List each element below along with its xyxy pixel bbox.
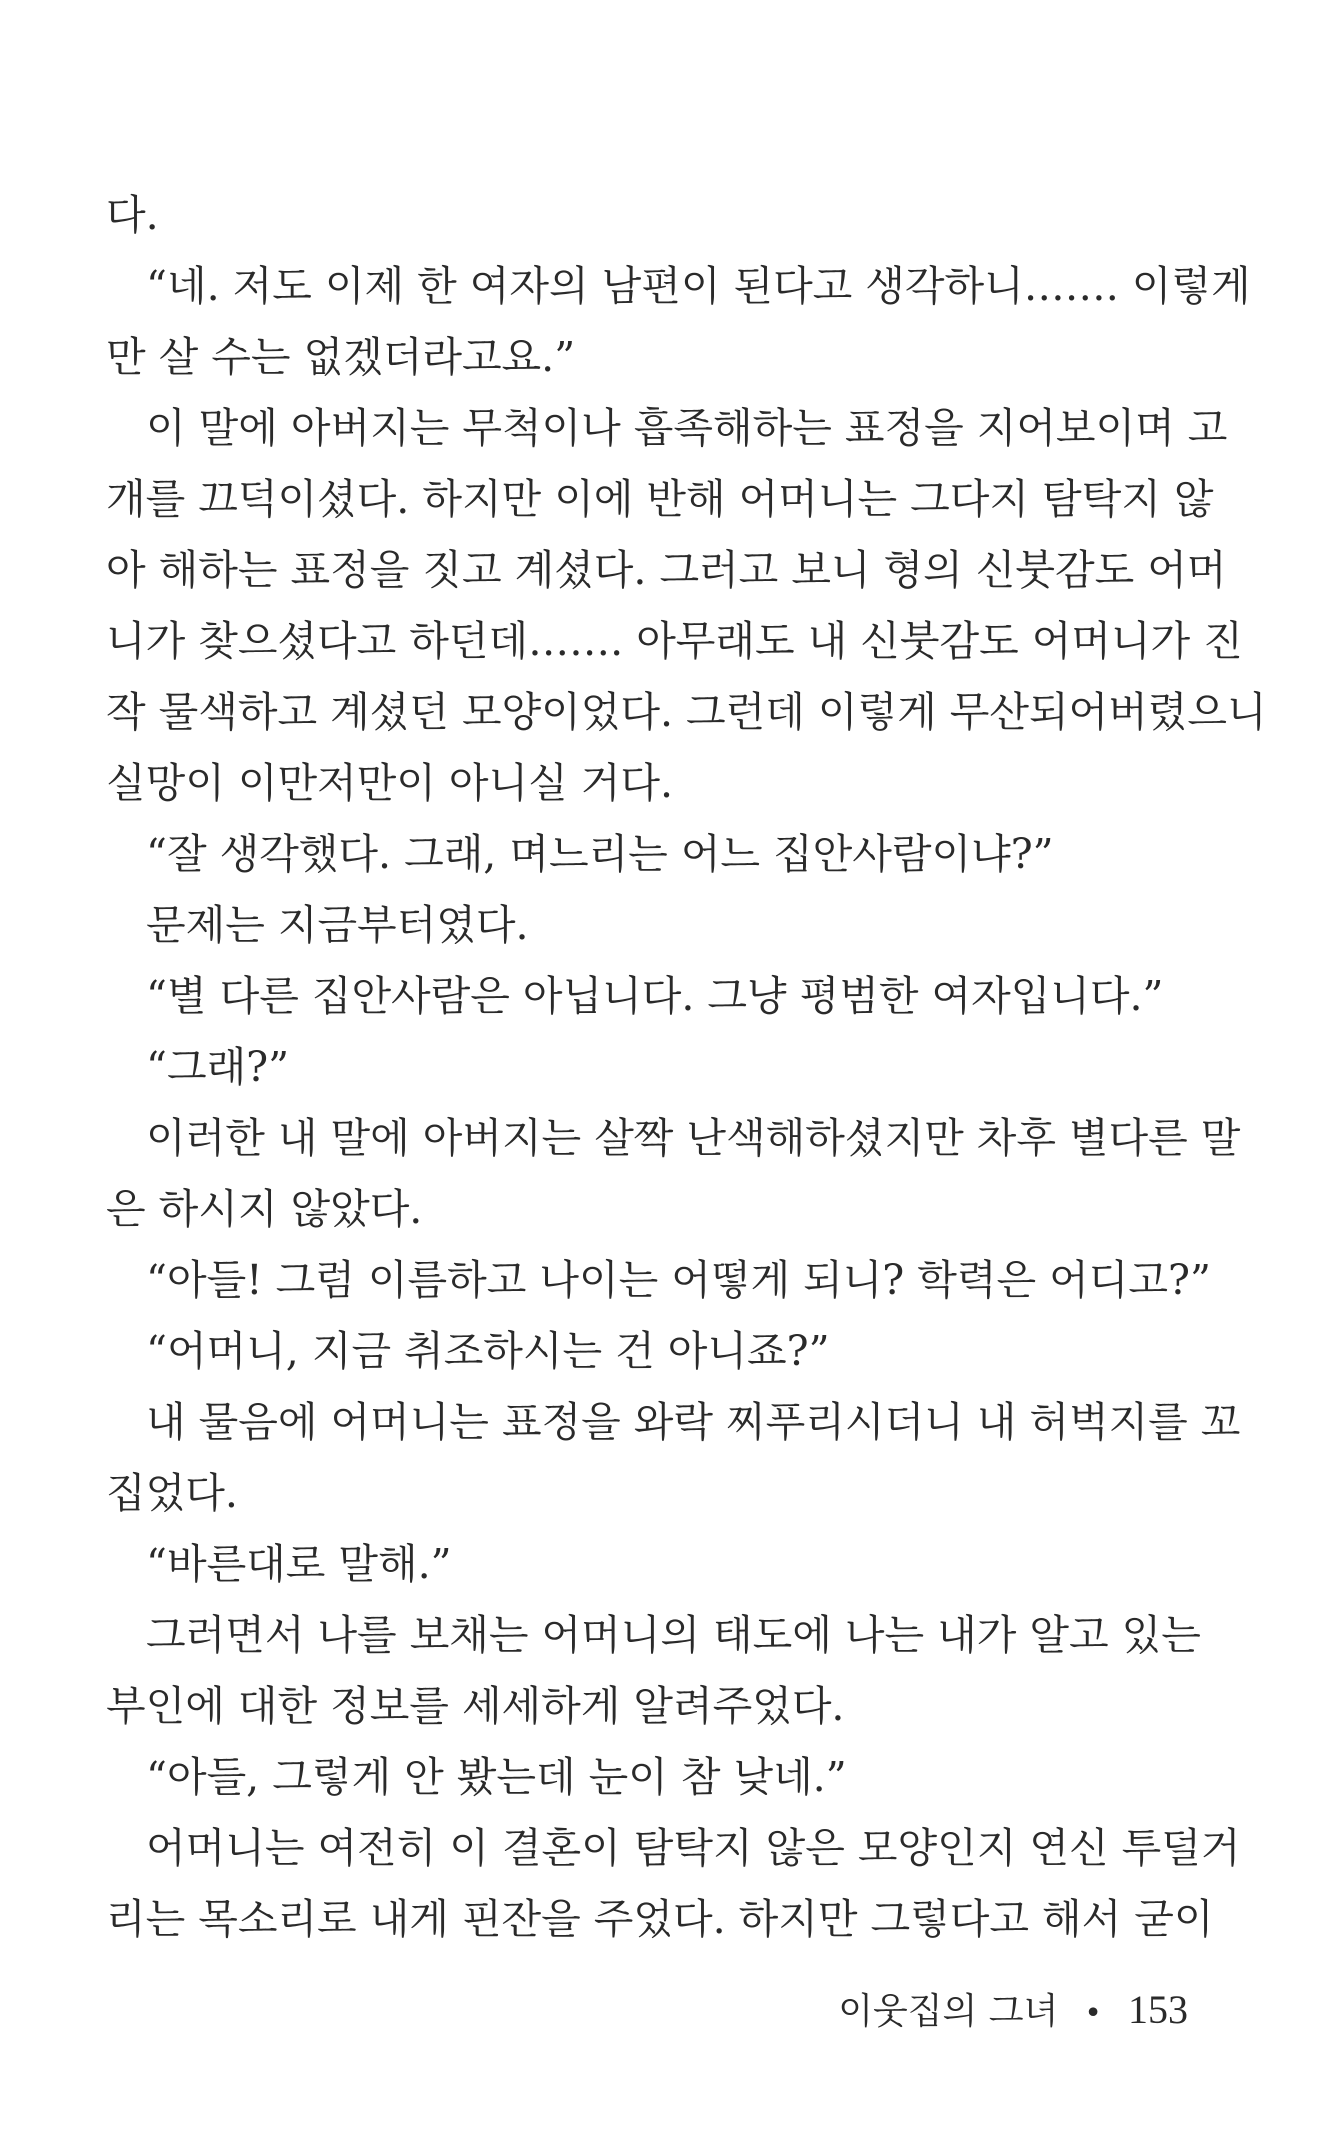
text-line: 어머니는 여전히 이 결혼이 탐탁지 않은 모양인지 연신 투덜거 <box>146 1824 1241 1872</box>
text-line: 부인에 대한 정보를 세세하게 알려주었다. <box>106 1682 845 1730</box>
text-line: 리는 목소리로 내게 핀잔을 주었다. 하지만 그렇다고 해서 굳이 <box>106 1895 1214 1943</box>
text-line: “그래?” <box>146 1043 290 1091</box>
text-line: “아들! 그럼 이름하고 나이는 어떻게 되니? 학력은 어디고?” <box>146 1256 1211 1304</box>
text-line: 내 물음에 어머니는 표정을 와락 찌푸리시더니 내 허벅지를 꼬 <box>146 1398 1241 1446</box>
text-line: “별 다른 집안사람은 아닙니다. 그냥 평범한 여자입니다.” <box>146 972 1164 1020</box>
text-line: 아 해하는 표정을 짓고 계셨다. 그러고 보니 형의 신붓감도 어머 <box>106 546 1227 594</box>
page-footer <box>0 1980 1188 2044</box>
text-line: “잘 생각했다. 그래, 며느리는 어느 집안사람이냐?” <box>146 830 1054 878</box>
page-number: 153 <box>1128 1987 1188 2032</box>
text-line: 이 말에 아버지는 무척이나 흡족해하는 표정을 지어보이며 고 <box>146 404 1228 452</box>
text-line: “네. 저도 이제 한 여자의 남편이 된다고 생각하니……. 이렇게 <box>146 262 1251 310</box>
footer-bullet: • <box>1084 1996 1102 2031</box>
text-line: 개를 끄덕이셨다. 하지만 이에 반해 어머니는 그다지 탐탁지 않 <box>106 475 1214 523</box>
body-text <box>106 180 1267 1955</box>
text-line: 은 하시지 않았다. <box>106 1185 423 1233</box>
text-line: 작 물색하고 계셨던 모양이었다. 그런데 이렇게 무산되어버렸으니 <box>106 688 1267 736</box>
text-line: 그러면서 나를 보채는 어머니의 태도에 나는 내가 알고 있는 <box>146 1611 1201 1659</box>
text-line: 니가 찾으셨다고 하던데……. 아무래도 내 신붓감도 어머니가 진 <box>106 617 1243 665</box>
text-line: “아들, 그렇게 안 봤는데 눈이 참 낮네.” <box>146 1753 847 1801</box>
text-line: 실망이 이만저만이 아니실 거다. <box>106 759 674 807</box>
text-line: 집었다. <box>106 1469 238 1517</box>
text-line: 문제는 지금부터였다. <box>146 901 529 949</box>
text-line: “어머니, 지금 취조하시는 건 아니죠?” <box>146 1327 830 1375</box>
text-line: “바른대로 말해.” <box>146 1540 452 1588</box>
running-chapter-title: 이웃집의 그녀 <box>838 1991 1059 2032</box>
text-line: 이러한 내 말에 아버지는 살짝 난색해하셨지만 차후 별다른 말 <box>146 1114 1241 1162</box>
text-line: 다. <box>106 191 159 239</box>
text-line: 만 살 수는 없겠더라고요.” <box>106 333 576 381</box>
